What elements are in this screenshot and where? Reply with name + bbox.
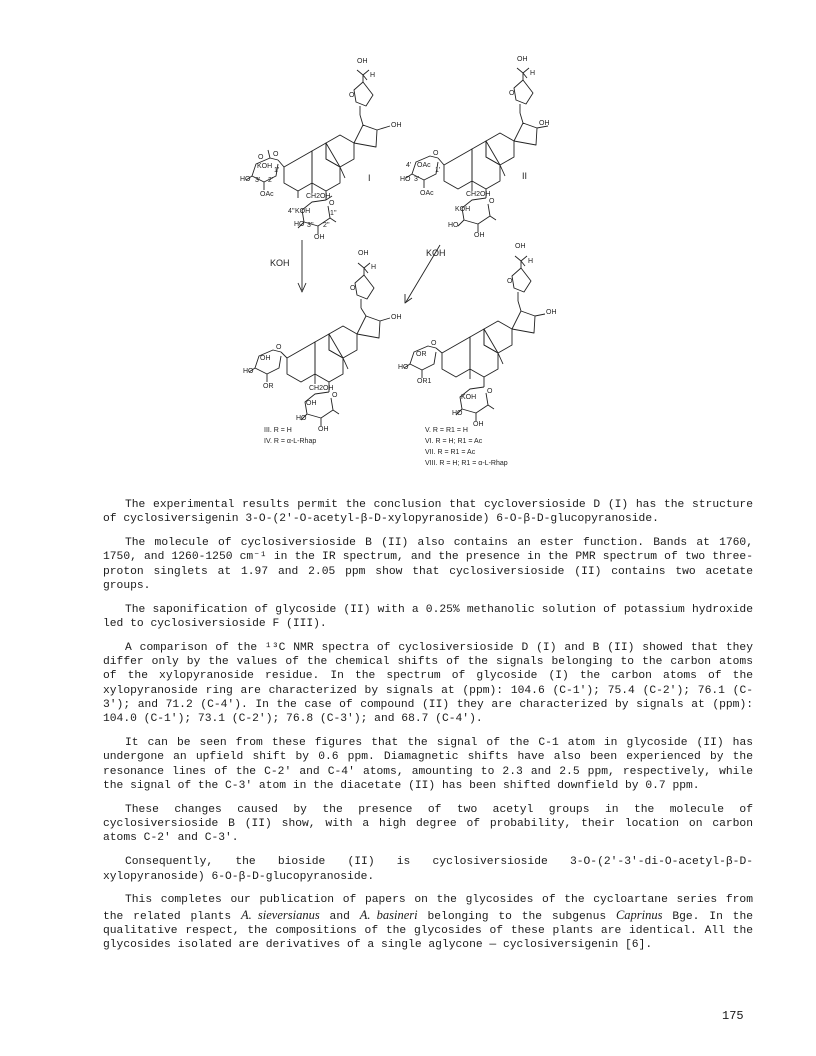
- atom-label: OH: [391, 122, 402, 129]
- paragraph: These changes caused by the presence of two acetyl groups in the molecule of cyclosiversioside B (II) show, with a high degree of probability, their location on carbon atoms C-2' and C-3'.: [103, 803, 753, 845]
- atom-label: O: [349, 92, 355, 99]
- atom-label: OH: [539, 120, 550, 127]
- compound-label-i: I: [368, 173, 371, 183]
- page-number: 175: [722, 1009, 744, 1023]
- atom-label: CH2OH: [309, 385, 334, 392]
- atom-label: 2'': [323, 222, 330, 229]
- atom-label: OR: [416, 351, 427, 358]
- atom-label: O: [509, 90, 515, 97]
- atom-label: OH: [318, 426, 329, 433]
- atom-label: HO: [452, 410, 463, 417]
- atom-label: O: [332, 392, 338, 399]
- paragraph: The experimental results permit the conclusion that cycloversioside D (I) has the structure of cyclosiversigenin 3-O-(2'-O-acetyl-β-D-xylopyranoside) 6-O-β-D-glucopyranoside.: [103, 499, 753, 526]
- atom-label: OR1: [417, 378, 432, 385]
- atom-label: O: [433, 150, 439, 157]
- species-name: A. basineri: [359, 907, 418, 922]
- atom-label: OH: [517, 56, 528, 63]
- atom-label: HO: [448, 222, 459, 229]
- atom-label: OH: [358, 250, 369, 257]
- atom-label: H: [370, 72, 376, 79]
- atom-label: OH: [314, 234, 325, 241]
- atom-label: 2': [268, 177, 274, 184]
- atom-label: HO: [398, 364, 409, 371]
- atom-label: O: [276, 344, 282, 351]
- atom-label: 3': [414, 176, 420, 183]
- atom-label: 3': [255, 177, 261, 184]
- text-span: This completes our publication of papers on the glycosides of the cycloartane series from the related plants: [103, 894, 753, 923]
- paragraph: The molecule of cyclosiversioside B (II) also contains an ester function. Bands at 1760, 1750, and 1260-1250 cm⁻¹ in the IR spectrum, and the presence in the PMR spectrum of two three-proton singlets at 1.97 and 2.05 ppm show that cyclosiversioside (II) contains two acetate groups.: [103, 537, 753, 592]
- atom-label: KOH: [295, 208, 311, 215]
- reagent-label: KOH: [426, 248, 446, 258]
- atom-label: 3'': [307, 222, 314, 229]
- paragraph: A comparison of the ¹³C NMR spectra of cyclosiversioside D (I) and B (II) showed that they differ only by the values of the chemical shifts of the signals belonging to the carbon atoms of the xylopyranoside residue. In the spectrum of glycoside (I) the carbon atoms of the xylopyranoside ring are characterized by signals at (ppm): 104.6 (C-1'); 75.4 (C-2'); 76.1 (C-3'); and 71.2 (C-4'). In the case of compound (II) they are characterized by signals at (ppm): 104.0 (C-1'); 73.1 (C-2'); 76.8 (C-3'); and 68.7 (C-4').: [103, 641, 753, 726]
- atom-label: HO: [240, 176, 251, 183]
- atom-label: KOH: [461, 394, 477, 401]
- atom-label: OH: [546, 309, 557, 316]
- atom-label: OAc: [260, 191, 274, 198]
- legend-item: VII. R = R1 = Ac: [425, 449, 476, 456]
- atom-label: 4'': [288, 208, 295, 215]
- atom-label: OH: [474, 232, 485, 239]
- atom-label: OH: [306, 400, 317, 407]
- atom-label: OH: [473, 421, 484, 428]
- legend-left: [264, 425, 316, 447]
- text-span: and: [319, 910, 360, 923]
- atom-label: CH2OH: [466, 191, 491, 198]
- atom-label: HO: [400, 176, 411, 183]
- legend-right: [425, 425, 508, 469]
- legend-item: VI. R = H; R1 = Ac: [425, 438, 483, 445]
- atom-label: O: [350, 285, 356, 292]
- atom-label: HO: [243, 368, 254, 375]
- atom-label: H: [530, 70, 536, 77]
- atom-label: O: [507, 278, 513, 285]
- atom-label: OH: [260, 355, 271, 362]
- compound-label-ii: II: [522, 171, 528, 181]
- atom-label: HO: [294, 221, 305, 228]
- atom-label: OH: [515, 243, 526, 250]
- atom-label: 1': [274, 167, 280, 174]
- legend-item: IV. R = α-L-Rhap: [264, 438, 317, 445]
- atom-label: HO: [296, 415, 307, 422]
- paragraph: It can be seen from these figures that the signal of the C-1 atom in glycoside (II) has undergone an upfield shift by 0.6 ppm. Diamagnetic shifts have also been experienced by the resonance lines of the C-2' and C-4' atoms, amounting to 2.3 and 2.5 ppm, respectively, while the signal of the C-3' atom in the diacetate (II) has been shifted downfield by 0.7 ppm.: [103, 737, 753, 793]
- atom-label: 1'': [330, 210, 337, 217]
- text-span: Bge. In the qualitative respect, the compositions of the glycosides of these plants are identical. All the glycosides isolated are derivatives of a single aglycone — cyclosiversigenin [6].: [103, 910, 754, 952]
- paragraph: Consequently, the bioside (II) is cyclosiversioside 3-O-(2'-3'-di-O-acetyl-β-D-xylopyranoside) 6-O-β-D-glucopyranoside.: [103, 856, 753, 883]
- reagent-label: KOH: [270, 258, 290, 268]
- atom-label: 4': [406, 162, 412, 169]
- structure-figure: [240, 50, 580, 480]
- paragraph: [103, 893, 753, 952]
- atom-label: KOH: [257, 163, 273, 170]
- atom-label: H: [371, 264, 377, 271]
- atom-label: O: [487, 388, 493, 395]
- atom-label: OR: [263, 383, 274, 390]
- body-text: [103, 498, 753, 962]
- atom-label: O: [431, 340, 437, 347]
- atom-label: H: [528, 258, 534, 265]
- species-name: A. sieversianus: [240, 907, 320, 922]
- atom-label: 1': [435, 167, 441, 174]
- atom-label: O: [489, 198, 495, 205]
- atom-label: OAc: [417, 162, 431, 169]
- atom-label: O: [258, 154, 264, 161]
- legend-item: III. R = H: [264, 427, 292, 434]
- atom-label: OH: [357, 58, 368, 65]
- atom-label: CH2OH: [306, 193, 331, 200]
- atom-label: OAc: [420, 190, 434, 197]
- text-span: belonging to the subgenus: [417, 910, 616, 923]
- paragraph: The saponification of glycoside (II) with a 0.25% methanolic solution of potassium hydroxide led to cyclosiversioside F (III).: [103, 603, 753, 631]
- atom-label: O: [329, 200, 335, 207]
- subgenus-name: Caprinus: [615, 907, 663, 922]
- legend-item: V. R = R1 = H: [425, 427, 468, 434]
- atom-label: OH: [391, 314, 402, 321]
- legend-item: VIII. R = H; R1 = α-L-Rhap: [425, 460, 508, 467]
- atom-label: KOH: [455, 206, 471, 213]
- atom-label: O: [273, 151, 279, 158]
